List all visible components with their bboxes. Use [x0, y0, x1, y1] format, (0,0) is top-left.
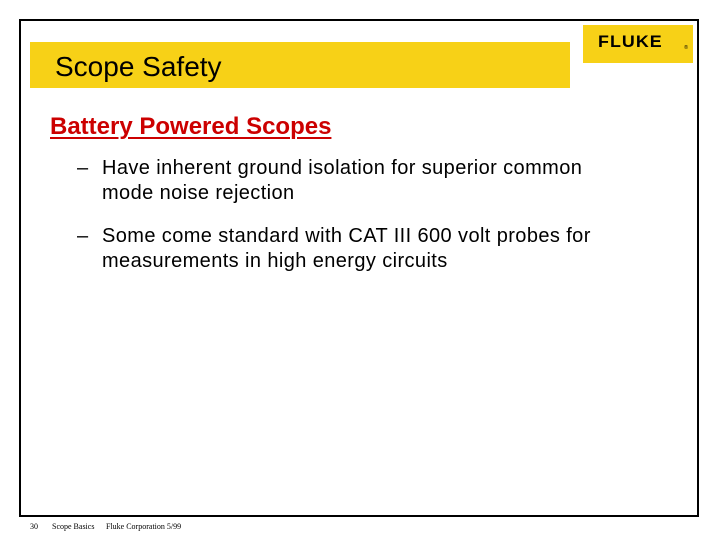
- bullet-dash: –: [77, 157, 89, 179]
- bullet-dash: –: [77, 225, 89, 247]
- trademark-icon: ®: [684, 45, 688, 51]
- footer-page-number: 30: [30, 522, 38, 531]
- bullet-text: Some come standard with CAT III 600 volt probes for measurements in high energy circuits: [102, 225, 591, 272]
- footer-corporation: Fluke Corporation 5/99: [106, 522, 182, 531]
- footer-course: Scope Basics: [52, 522, 95, 531]
- bullet-item: [77, 224, 637, 274]
- section-heading: Battery Powered Scopes: [50, 113, 332, 140]
- logo-name: FLUKE: [598, 32, 663, 51]
- bullet-item: [77, 156, 637, 206]
- page-title: Scope Safety: [55, 51, 222, 82]
- fluke-logo-text: [598, 32, 688, 51]
- bullet-text: Have inherent ground isolation for superior common mode noise rejection: [102, 157, 583, 204]
